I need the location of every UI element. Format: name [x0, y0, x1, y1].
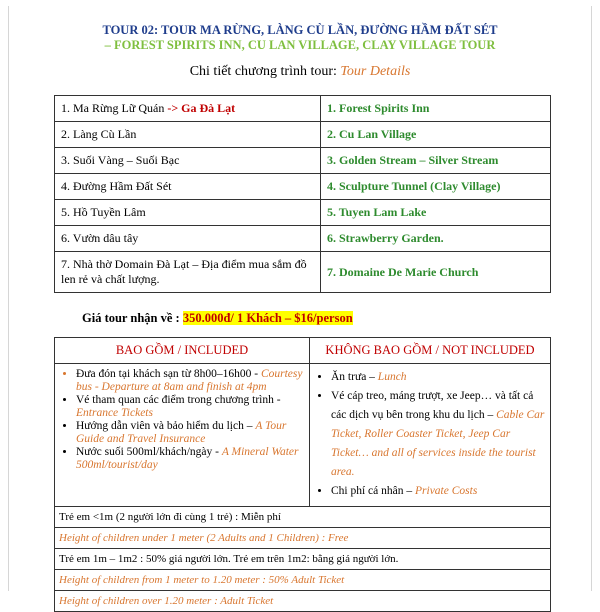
table-row [55, 122, 551, 148]
list-item [331, 387, 549, 482]
table-row [55, 549, 551, 570]
not-included-list [311, 368, 549, 501]
children-policy-en: Height of children under 1 meter (2 Adults and 1 Children) : Free [55, 528, 551, 549]
not-included-list-cell [310, 364, 551, 507]
item-en: A Mineral Water 500ml/tourist/day [76, 446, 299, 471]
list-item [76, 446, 308, 471]
inclusions-header-row [55, 338, 551, 364]
item-vi: Nước suối 500ml/khách/ngày - [76, 446, 222, 458]
table-row [55, 96, 551, 122]
section-heading-en: Tour Details [340, 64, 411, 79]
stop-en: 1. Forest Spirits Inn [321, 96, 551, 122]
stop-vi: 2. Làng Cù Lần [55, 122, 321, 148]
inclusions-body-row [55, 364, 551, 507]
list-item [76, 394, 308, 419]
stop-en: 4. Sculpture Tunnel (Clay Village) [321, 174, 551, 200]
not-included-header: KHÔNG BAO GỒM / NOT INCLUDED [310, 338, 551, 364]
item-en: A Tour Guide and Travel Insurance [76, 420, 287, 445]
item-en: Entrance Tickets [76, 406, 153, 419]
stop-vi: 3. Suối Vàng – Suối Bạc [55, 148, 321, 174]
tour-subtitle-en: – FOREST SPIRITS INN, CU LAN VILLAGE, CLAY VILLAGE TOUR [104, 38, 496, 52]
children-policy-vi: Trẻ em 1m – 1m2 : 50% giá người lớn. Trẻ em trên 1m2: bằng giá người lớn. [55, 549, 551, 570]
table-row [55, 591, 551, 612]
included-list-cell [55, 364, 310, 507]
stop-vi: 4. Đường Hầm Đất Sét [55, 174, 321, 200]
stop-vi: 7. Nhà thờ Domain Đà Lạt – Địa điểm mua sắm đồ len rẻ và chất lượng. [55, 252, 321, 293]
included-header: BAO GỒM / INCLUDED [55, 338, 310, 364]
item-en: Courtesy bus - Departure at 8am and finish at 4pm [76, 368, 303, 393]
table-row [55, 528, 551, 549]
children-policy-en: Height of children over 1.20 meter : Adult Ticket [55, 591, 551, 612]
list-item [76, 368, 308, 393]
item-vi: Chi phí cá nhân – [331, 485, 415, 497]
table-row [55, 148, 551, 174]
item-en: Private Costs [415, 485, 478, 497]
inclusions-table [54, 337, 551, 612]
item-vi: Vé cáp treo, máng trượt, xe Jeep… và tất cả các dịch vụ bên trong khu du lịch – [331, 390, 534, 421]
table-row [55, 252, 551, 293]
stop-en: 6. Strawberry Garden. [321, 226, 551, 252]
tour-price [82, 311, 353, 326]
stop-vi: 5. Hồ Tuyền Lâm [55, 200, 321, 226]
stop-vi: 6. Vườn dâu tây [55, 226, 321, 252]
item-vi: Vé tham quan các điểm trong chương trình - [76, 394, 281, 406]
stop-vi: 1. Ma Rừng Lữ Quán [61, 101, 165, 115]
price-value: 350.000đ/ 1 Khách – $16/person [182, 311, 353, 325]
table-row [55, 174, 551, 200]
list-item [331, 482, 549, 501]
section-heading-vi: Chi tiết chương trình tour: [189, 64, 341, 79]
table-row [55, 570, 551, 591]
list-item [76, 420, 308, 445]
stop-vi-extra: -> Ga Đà Lạt [167, 101, 236, 115]
section-heading [9, 64, 591, 80]
table-row [55, 226, 551, 252]
table-row [55, 200, 551, 226]
stop-en: 3. Golden Stream – Silver Stream [321, 148, 551, 174]
children-policy-vi: Trẻ em <1m (2 người lớn đi cùng 1 trẻ) : Miễn phí [55, 507, 551, 528]
item-vi: Ăn trưa – [331, 371, 378, 383]
price-label: Giá tour nhận về : [82, 311, 183, 325]
list-item [331, 368, 549, 387]
children-policy-en: Height of children from 1 meter to 1.20 meter : 50% Adult Ticket [55, 570, 551, 591]
stop-en: 2. Cu Lan Village [321, 122, 551, 148]
stop-en: 7. Domaine De Marie Church [321, 252, 551, 293]
item-en: Lunch [377, 371, 407, 383]
table-row [55, 507, 551, 528]
item-en: Cable Car Ticket, Roller Coaster Ticket, Jeep Car Ticket… and all of services inside the tourist area. [331, 409, 545, 478]
tour-title: TOUR 02: TOUR MA RỪNG, LÀNG CÙ LẦN, ĐƯỜNG HẦM ĐẤT SÉT [102, 23, 498, 37]
stop-en: 5. Tuyen Lam Lake [321, 200, 551, 226]
included-list [56, 368, 308, 471]
document-page [8, 6, 592, 607]
item-vi: Hướng dẫn viên và bảo hiểm du lịch – [76, 420, 256, 432]
itinerary-table [54, 95, 551, 293]
item-vi: Đưa đón tại khách sạn từ 8h00–16h00 - [76, 368, 261, 380]
